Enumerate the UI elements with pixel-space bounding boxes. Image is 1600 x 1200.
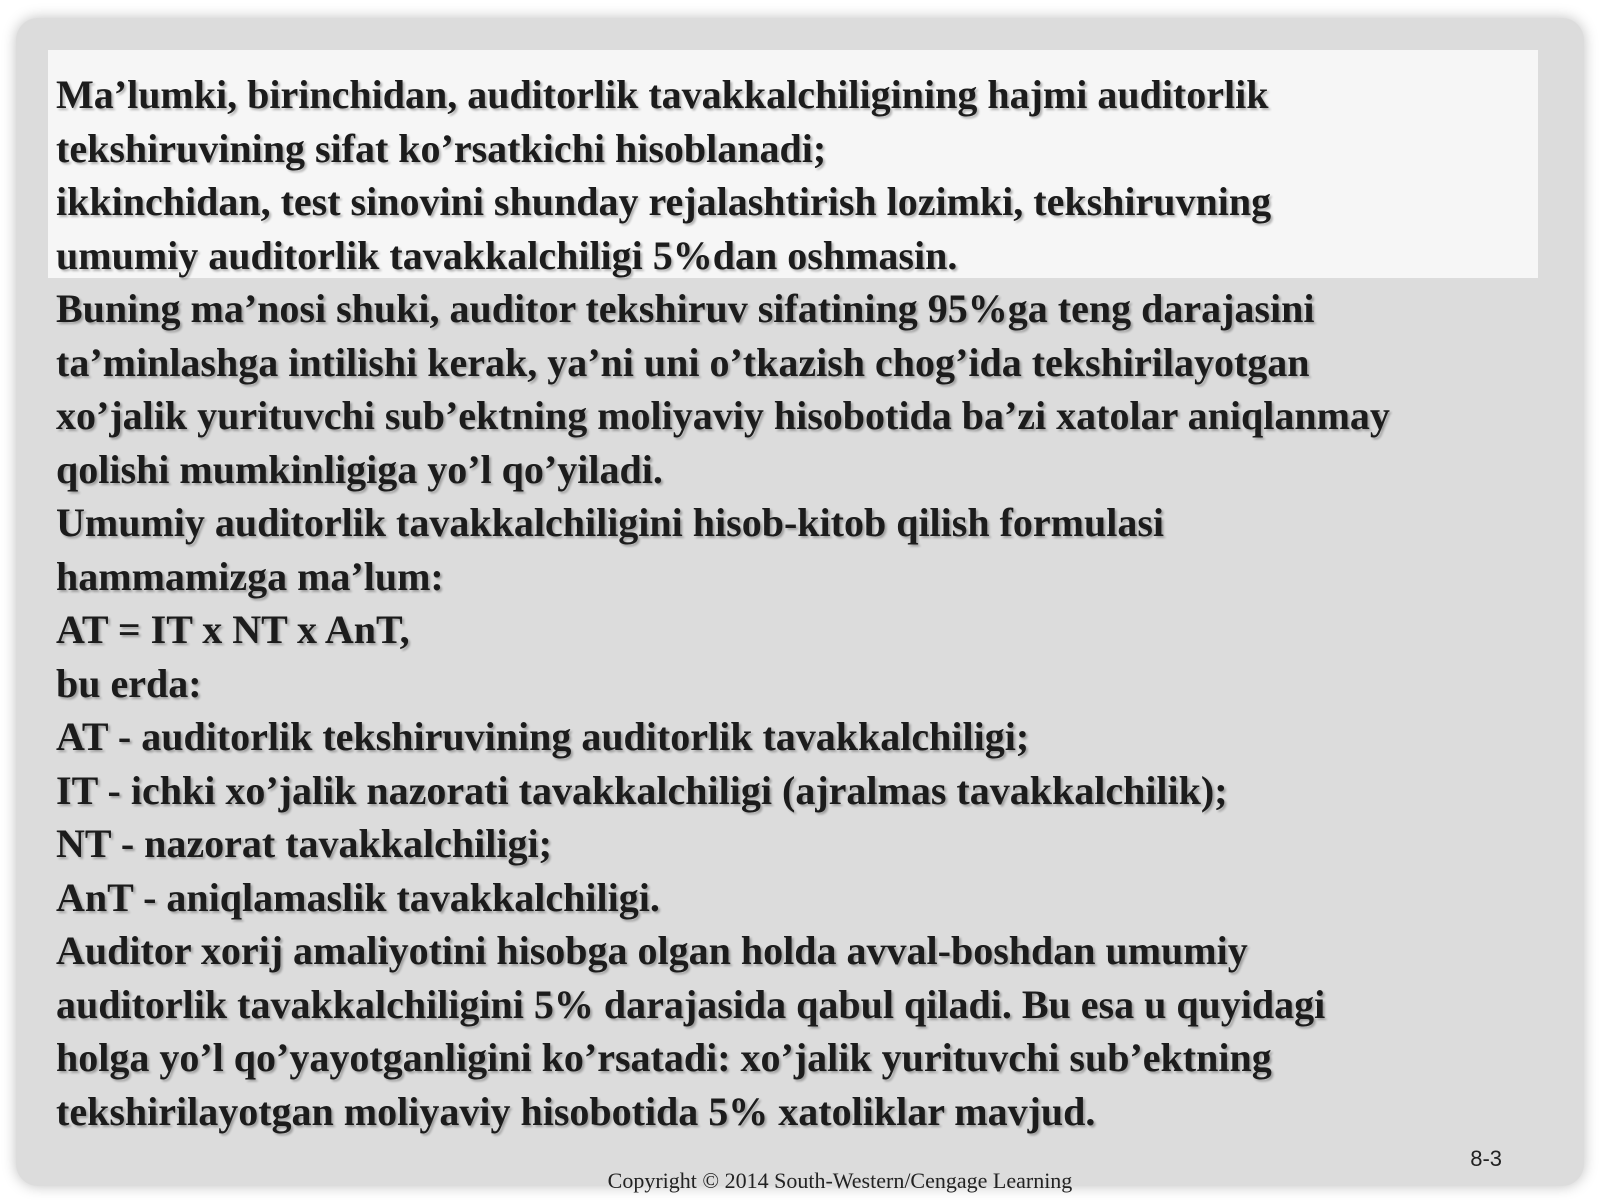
definition-nt: NT - nazorat tavakkalchiligi; <box>56 821 552 866</box>
highlighted-line-2: tekshiruvining sifat ko’rsatkichi hisoblanadi; <box>56 125 827 171</box>
body-line-8: bu erda: <box>56 660 202 706</box>
copyright-footer: Copyright © 2014 South-Western/Cengage Learning <box>607 1168 1073 1193</box>
body-line-15: holga yo’l qo’yayotganligini ko’rsatadi: xo’jalik yurituvchi sub’ektning <box>56 1035 1272 1080</box>
body-line-2: ta’minlashga intilishi kerak, ya’ni uni o’tkazish chog’ida tekshirilayotgan <box>56 339 1310 385</box>
body-line-16: tekshirilayotgan moliyaviy hisobotida 5% xatoliklar mavjud. <box>56 1088 1096 1134</box>
definition-ant: AnT - aniqlamaslik tavakkalchiligi. <box>56 874 660 920</box>
highlighted-line-1: Ma’lumki, birinchidan, auditorlik tavakkalchiligining hajmi auditorlik <box>56 72 1269 117</box>
highlighted-line-4: umumiy auditorlik tavakkalchiligi 5%dan oshmasin. <box>56 232 958 278</box>
slide-content <box>56 68 1556 1138</box>
formula-line: AT = IT x NT x AnT, <box>56 607 410 652</box>
body-line-5: Umumiy auditorlik tavakkalchiligini hisob-kitob qilish formulasi <box>56 500 1165 545</box>
highlighted-line-3: ikkinchidan, test sinovini shunday rejalashtirish lozimki, tekshiruvning <box>56 179 1272 224</box>
definition-at: AT - auditorlik tekshiruvining auditorlik tavakkalchiligi; <box>56 714 1030 759</box>
definition-it: IT - ichki xo’jalik nazorati tavakkalchiligi (ajralmas tavakkalchilik); <box>56 767 1228 813</box>
body-line-13: Auditor xorij amaliyotini hisobga olgan holda avval-boshdan umumiy <box>56 928 1248 973</box>
body-line-1: Buning ma’nosi shuki, auditor tekshiruv sifatining 95%ga teng darajasini <box>56 286 1315 331</box>
page-number: 8-3 <box>1470 1146 1502 1171</box>
body-line-3: xo’jalik yurituvchi sub’ektning moliyaviy hisobotida ba’zi xatolar aniqlanmay <box>56 393 1390 438</box>
slide <box>16 18 1584 1186</box>
body-line-4: qolishi mumkinligiga yo’l qo’yiladi. <box>56 446 663 492</box>
body-line-14: auditorlik tavakkalchiligini 5% darajasida qabul qiladi. Bu esa u quyidagi <box>56 981 1326 1027</box>
body-line-6: hammamizga ma’lum: <box>56 553 444 599</box>
